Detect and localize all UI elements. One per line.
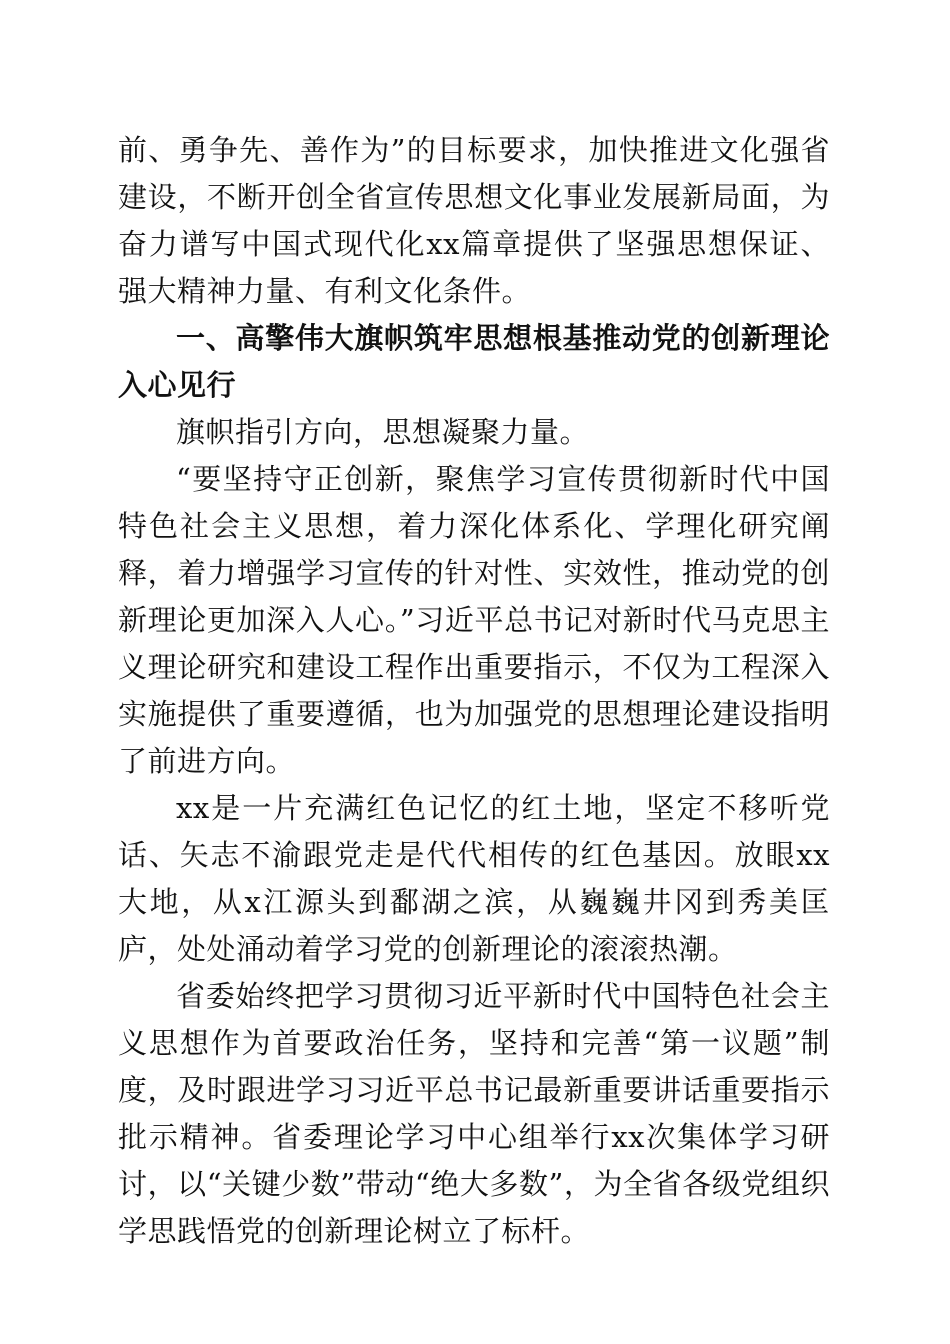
paragraph-red-land: xx是一片充满红色记忆的红土地，坚定不移听党话、矢志不渝跟党走是代代相传的红色基因。放眼xx大地，从x江源头到鄱湖之滨，从巍巍井冈到秀美匡庐，处处涌动着学习党的创新理论的滚滚热潮。	[118, 791, 830, 966]
paragraph-continuation: 前、勇争先、善作为”的目标要求，加快推进文化强省建设，不断开创全省宣传思想文化事业发展新局面，为奋力谱写中国式现代化xx篇章提供了坚强思想保证、强大精神力量、有利文化条件。	[118, 133, 830, 308]
paragraph-provincial-committee: 省委始终把学习贯彻习近平新时代中国特色社会主义思想作为首要政治任务，坚持和完善“第一议题”制度，及时跟进学习习近平总书记最新重要讲话重要指示批示精神。省委理论学习中心组举行xx次集体学习研讨，以“关键少数”带动“绝大多数”，为全省各级党组织学思践悟党的创新理论树立了标杆。	[118, 979, 830, 1248]
section-heading: 一、高擎伟大旗帜筑牢思想根基推动党的创新理论入心见行	[118, 321, 830, 402]
paragraph-lead: 旗帜指引方向，思想凝聚力量。	[176, 415, 590, 449]
paragraph-quote: “要坚持守正创新，聚焦学习宣传贯彻新时代中国特色社会主义思想，着力深化体系化、学理化研究阐释，着力增强学习宣传的针对性、实效性，推动党的创新理论更加深入人心。”习近平总书记对新时代马克思主义理论研究和建设工程作出重要指示，不仅为工程深入实施提供了重要遵循，也为加强党的思想理论建设指明了前进方向。	[118, 462, 830, 778]
document-page	[118, 127, 830, 1255]
